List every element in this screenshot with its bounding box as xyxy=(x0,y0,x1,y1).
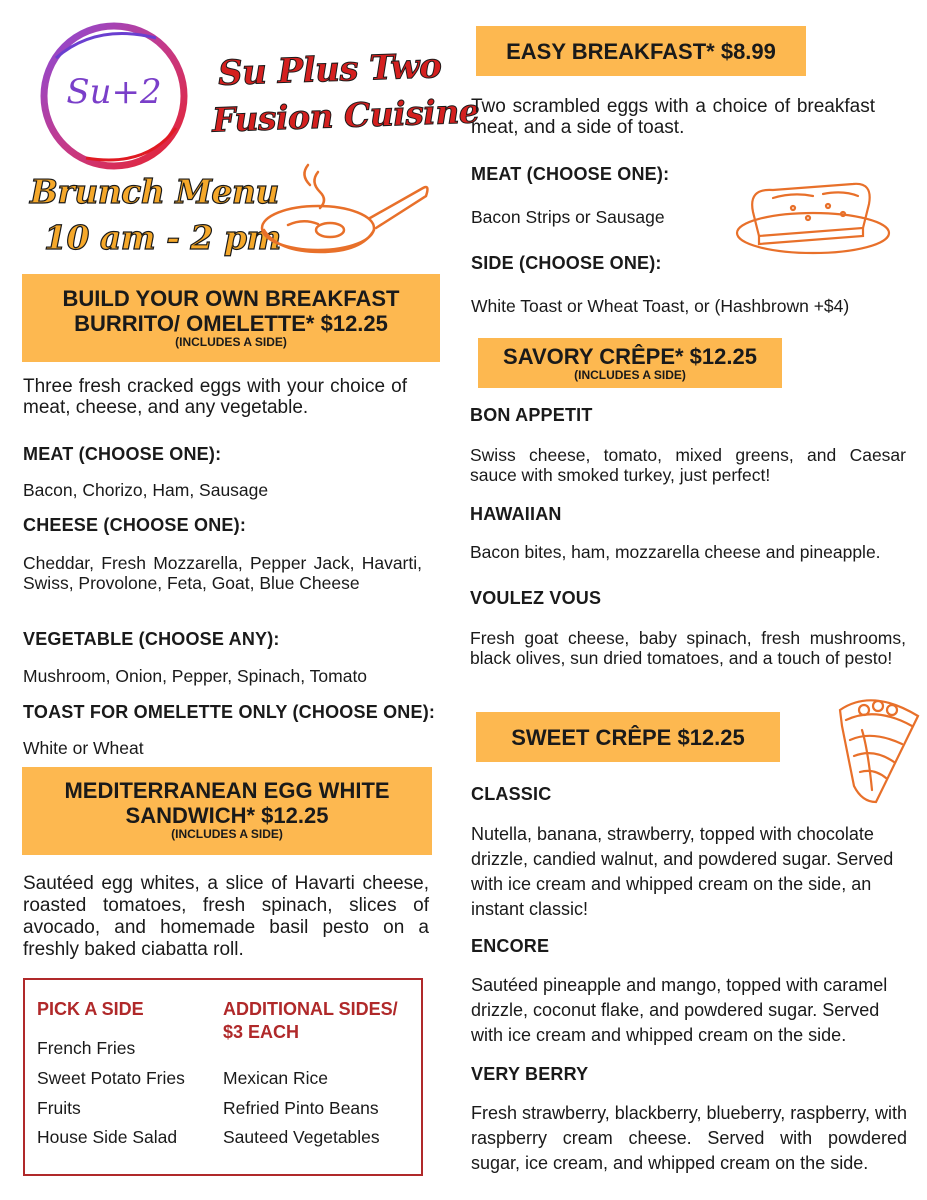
burrito-description: Three fresh cracked eggs with your choice of meat, cheese, and any vegetable. xyxy=(23,376,407,418)
logo-text: Su+2 xyxy=(66,72,162,112)
sandwich-title-line1: MEDITERRANEAN EGG WHITE xyxy=(64,778,390,803)
savory-item-description: Swiss cheese, tomato, mixed greens, and Caesar sauce with smoked turkey, just perfect! xyxy=(470,445,906,485)
sandwich-title-line2: SANDWICH* $12.25 xyxy=(125,803,329,828)
sweet-item-description: Sautéed pineapple and mango, topped with caramel drizzle, coconut flake, and powdered sugar. Served with ice cream and whipped cream on the side. xyxy=(471,975,888,1045)
brunch-hours: 10 am - 2 pm xyxy=(44,218,281,257)
additional-side-item: Refried Pinto Beans xyxy=(223,1098,379,1118)
easy-breakfast-description: Two scrambled eggs with a choice of breakfast meat, and a side of toast. xyxy=(471,96,875,138)
savory-item-name: VOULEZ VOUS xyxy=(470,588,602,608)
additional-side-item: Sauteed Vegetables xyxy=(223,1127,380,1147)
crepe-cone-icon xyxy=(832,690,924,806)
easy-side-heading: SIDE (CHOOSE ONE): xyxy=(471,253,662,273)
burrito-banner xyxy=(22,274,440,362)
logo xyxy=(36,18,192,174)
sandwich-side-note: (INCLUDES A SIDE) xyxy=(171,827,283,841)
savory-item-description: Fresh goat cheese, baby spinach, fresh mushrooms, black olives, sun dried tomatoes, and a touch of pesto! xyxy=(470,628,906,668)
savory-crepe-title: SAVORY CRÊPE* $12.25 xyxy=(503,344,757,369)
sweet-item-description: Nutella, banana, strawberry, topped with chocolate drizzle, candied walnut, and powdered sugar. Served with ice cream and whipped cream on the side, an instant classic! xyxy=(471,824,894,919)
easy-breakfast-title: EASY BREAKFAST* $8.99 xyxy=(506,39,776,64)
burrito-toast-options: White or Wheat xyxy=(23,738,144,758)
sweet-crepe-title: SWEET CRÊPE $12.25 xyxy=(511,725,745,750)
burrito-vegetable-heading: VEGETABLE (CHOOSE ANY): xyxy=(23,629,280,649)
sweet-item-name: ENCORE xyxy=(471,936,550,956)
sweet-item-description: Fresh strawberry, blackberry, blueberry, raspberry, with raspberry cream cheese. Served with powdered sugar, ice cream, and whipped cream on the side. xyxy=(471,1103,907,1173)
sweet-item-name: VERY BERRY xyxy=(471,1064,589,1084)
savory-crepe-side-note: (INCLUDES A SIDE) xyxy=(574,368,686,382)
burrito-meat-options: Bacon, Chorizo, Ham, Sausage xyxy=(23,480,269,500)
pick-a-side-heading: PICK A SIDE xyxy=(37,999,144,1019)
toast-plate-icon xyxy=(733,178,893,258)
additional-sides-heading-line2: $3 EACH xyxy=(223,1022,300,1042)
easy-breakfast-banner xyxy=(476,26,806,76)
frying-pan-icon xyxy=(258,160,438,260)
burrito-side-note: (INCLUDES A SIDE) xyxy=(175,335,287,349)
burrito-toast-heading: TOAST FOR OMELETTE ONLY (CHOOSE ONE): xyxy=(23,702,436,722)
restaurant-name-line2: Fusion Cuisine xyxy=(211,91,480,140)
side-item: Fruits xyxy=(37,1098,81,1118)
burrito-cheese-options: Cheddar, Fresh Mozzarella, Pepper Jack, Havarti, Swiss, Provolone, Feta, Goat, Blue Cheese xyxy=(23,553,422,593)
savory-item-description: Bacon bites, ham, mozzarella cheese and pineapple. xyxy=(470,542,881,562)
sandwich-description: Sautéed egg whites, a slice of Havarti cheese, roasted tomatoes, fresh spinach, slices of avocado, and homemade basil pesto on a freshly baked ciabatta roll. xyxy=(23,873,429,960)
additional-side-item: Mexican Rice xyxy=(223,1068,329,1088)
savory-item-name: BON APPETIT xyxy=(470,405,593,425)
restaurant-name-line1: Su Plus Two xyxy=(217,46,442,94)
side-item: Sweet Potato Fries xyxy=(37,1068,185,1088)
side-item: House Side Salad xyxy=(37,1127,178,1147)
easy-side-options: White Toast or Wheat Toast, or (Hashbrown +$4) xyxy=(471,296,850,316)
burrito-vegetable-options: Mushroom, Onion, Pepper, Spinach, Tomato xyxy=(23,666,368,686)
sandwich-banner xyxy=(22,767,432,855)
additional-sides-heading-line1: ADDITIONAL SIDES/ xyxy=(223,999,398,1019)
side-item: French Fries xyxy=(37,1038,136,1058)
savory-item-name: HAWAIIAN xyxy=(470,504,562,524)
burrito-title-line2: BURRITO/ OMELETTE* $12.25 xyxy=(74,311,388,336)
sweet-crepe-banner xyxy=(476,712,780,762)
easy-meat-options: Bacon Strips or Sausage xyxy=(471,207,665,227)
easy-meat-heading: MEAT (CHOOSE ONE): xyxy=(471,164,670,184)
savory-crepe-banner xyxy=(478,338,782,388)
burrito-meat-heading: MEAT (CHOOSE ONE): xyxy=(23,444,222,464)
sweet-item-name: CLASSIC xyxy=(471,784,552,804)
burrito-title-line1: BUILD YOUR OWN BREAKFAST xyxy=(62,286,400,311)
brunch-menu-title: Brunch Menu xyxy=(30,172,279,211)
burrito-cheese-heading: CHEESE (CHOOSE ONE): xyxy=(23,515,247,535)
